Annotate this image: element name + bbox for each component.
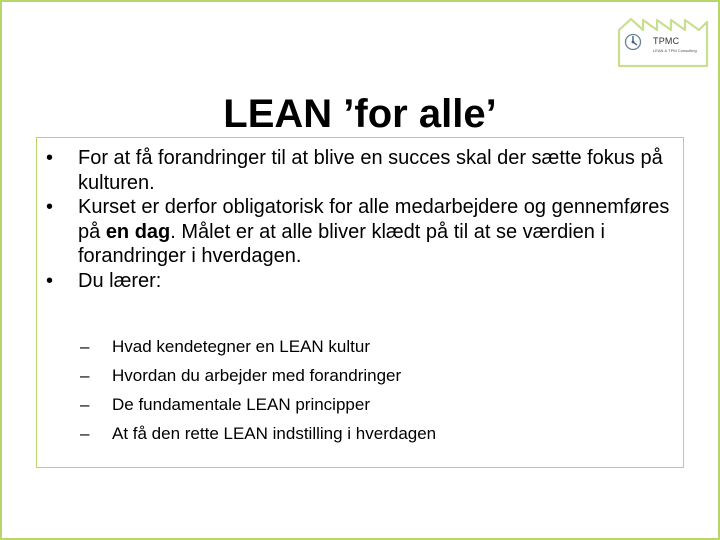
dash-marker: – (80, 395, 90, 414)
slide-title: LEAN ’for alle’ (223, 91, 497, 136)
sub-bullet-list (80, 332, 436, 448)
bullet-item-learning (44, 269, 680, 294)
sub-bullet-item (80, 332, 436, 361)
sub-bullet-text: De fundamentale LEAN principper (112, 395, 370, 414)
logo-title: TPMC (653, 36, 680, 46)
bullet-text-start: Kurset er derfor obligatorisk for alle medarbejdere og gennemføres på (78, 196, 670, 243)
sub-bullet-item (80, 419, 436, 448)
dash-marker: – (80, 366, 90, 385)
sub-bullet-text: Hvordan du arbejder med forandringer (112, 366, 402, 385)
bullet-list (44, 146, 680, 293)
tpmc-logo (615, 12, 711, 68)
bullet-text-end: . Målet er at alle bliver klædt på til at se værdien i forandringer i hverdagen. (78, 220, 605, 267)
bullet-marker: • (46, 269, 54, 292)
sub-bullet-text: At få den rette LEAN indstilling i hverdagen (112, 424, 437, 443)
content-box (36, 137, 684, 468)
bullet-item-course (44, 195, 680, 269)
bullet-marker: • (46, 196, 54, 218)
bullet-text: Du lærer: (78, 269, 162, 292)
dash-marker: – (80, 337, 90, 356)
bullet-text (78, 196, 669, 267)
sub-bullet-item (80, 390, 436, 419)
dash-marker: – (80, 424, 90, 443)
bullet-text: For at få forandringer til at blive en succes skal der sætte fokus på kulturen. (78, 147, 663, 194)
bullet-emphasis: en dag (105, 220, 171, 243)
logo-tagline: LEAN & TPM Consulting (653, 48, 697, 53)
bullet-item-culture (44, 146, 680, 195)
sub-bullet-text: Hvad kendetegner en LEAN kultur (112, 337, 370, 356)
bullet-marker: • (46, 147, 54, 169)
sub-bullet-item (80, 361, 436, 390)
